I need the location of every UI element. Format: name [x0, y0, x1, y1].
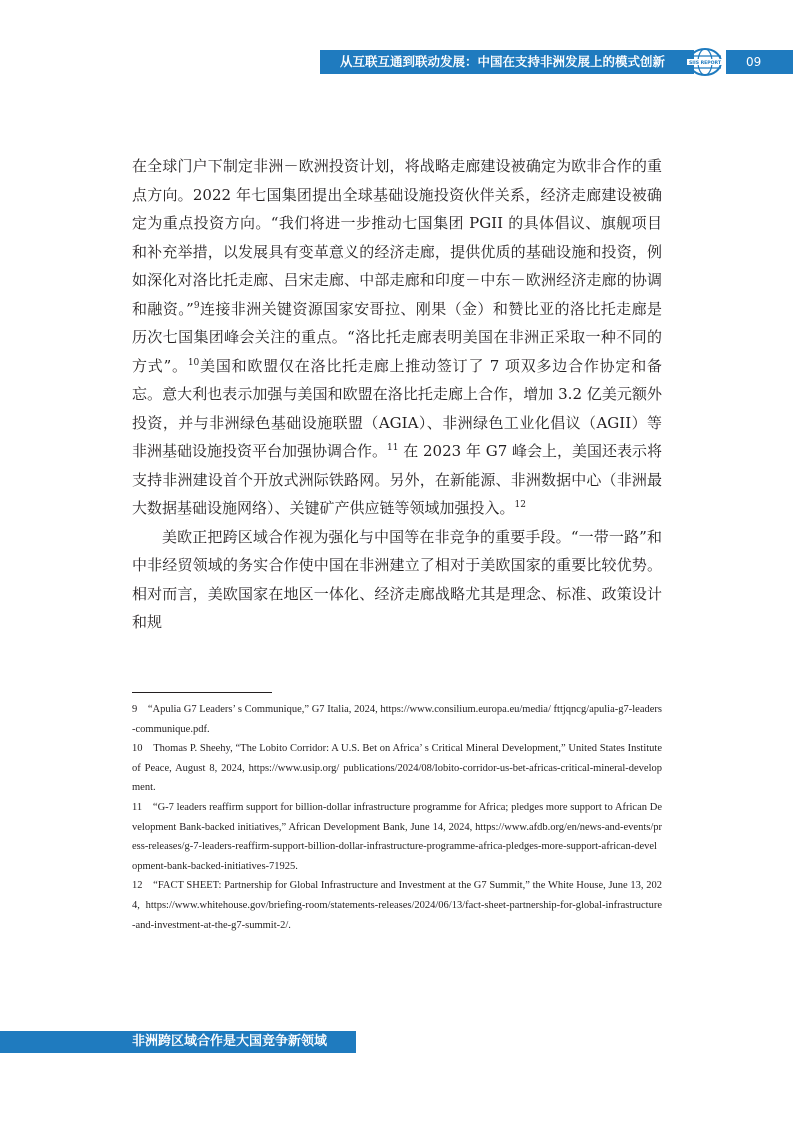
paragraph-1	[132, 152, 662, 523]
footnote-ref-12: 12	[514, 500, 526, 510]
paragraph-1-text-a: 在全球门户下制定非洲－欧洲投资计划，将战略走廊建设被确定为欧非合作的重点方向。2022 年七国集团提出全球基础设施投资伙伴关系，经济走廊建设被确定为重点投资方向。“我们将进一步推动七国集团 PGII 的具体倡议、旗舰项目和补充举措，以发展具有变革意义的经济走廊，提供优质的基础设施和投资，例如深化对洛比托走廊、吕宋走廊、中部走廊和印度－中东－欧洲经济走廊的协调和融资。”	[132, 157, 662, 318]
running-header	[320, 50, 694, 74]
running-footer-title: 非洲跨区域合作是大国竞争新领域	[132, 1034, 328, 1049]
running-footer	[0, 1031, 356, 1053]
footnotes	[132, 700, 662, 935]
footnote-ref-10: 10	[187, 357, 200, 368]
footnote-ref-9: 9	[193, 300, 200, 311]
footnote-divider	[132, 692, 272, 693]
running-header-title: 从互联互通到联动发展：中国在支持非洲发展上的模式创新	[340, 54, 666, 69]
paragraph-1-text-b: 连接非洲关键资源国家安哥拉、刚果（金）和赞比亚的洛比托走廊是历次七国集团峰会关注的重点。“洛比托走廊表明美国在非洲正采取一种不同的方式”。	[132, 299, 662, 375]
footnote-9: 9 “Apulia G7 Leaders’ s Communique,” G7 Italia, 2024, https://www.consilium.europa.eu/media/ fttjqncg/apulia-g7-leaders-communique.pdf.	[132, 704, 662, 735]
siis-report-globe-icon	[686, 47, 724, 77]
main-body	[132, 152, 662, 637]
paragraph-1-text-d: 在 2023 年 G7 峰会上，美国还表示将支持非洲建设首个开放式洲际铁路网。另外，在新能源、非洲数据中心（非洲最大数据基础设施网络）、关键矿产供应链等领域加强投入。	[132, 442, 663, 517]
paragraph-2: 美欧正把跨区域合作视为强化与中国等在非竞争的重要手段。“一带一路”和中非经贸领域的务实合作使中国在非洲建立了相对于美欧国家的重要比较优势。相对而言，美欧国家在地区一体化、经济走廊战略尤其是理念、标准、政策设计和规	[132, 527, 662, 631]
logo-text: SIIS REPORT	[688, 61, 722, 66]
page-number-label: 09	[746, 55, 762, 69]
footnote-11: 11 “G-7 leaders reaffirm support for billion-dollar infrastructure programme for Africa; pledges more support to African Development Bank-backed initiatives,” African Development Bank, June 14, 2024, https://www.afdb.org/en/news-and-events/press-releases/g-7-leaders-reaffirm-support-billion-dollar-infrastructure-programme-africa-pledges-more-support-african-development-bank-backed-initiatives-71925.	[132, 801, 662, 872]
paragraph-1-text-c: 美国和欧盟仅在洛比托走廊上推动签订了 7 项双多边合作协定和备忘。意大利也表示加强与美国和欧盟在洛比托走廊上合作，增加 3.2 亿美元额外投资，并与非洲绿色基础设施联盟（AGIA）、非洲绿色工业化倡议（AGII）等非洲基础设施投资平台加强协调合作。	[132, 356, 662, 460]
footnote-ref-11: 11	[387, 443, 399, 453]
footnote-12: 12 “FACT SHEET: Partnership for Global Infrastructure and Investment at the G7 Summit,” the White House, June 13, 2024, https://www.whitehouse.gov/briefing-room/statements-releases/2024/06/13/fact-sheet-partnership-for-global-infrastructure-and-investment-at-the-g7-summit-2/.	[132, 880, 662, 931]
page-number	[726, 50, 793, 74]
footnote-10: 10 Thomas P. Sheehy, “The Lobito Corridor: A U.S. Bet on Africa’ s Critical Mineral Development,” United States Institute of Peace, August 8, 2024, https://www.usip.org/ publications/2024/08/lobito-corridor-us-bet-africas-critical-mineral-development.	[132, 743, 662, 794]
